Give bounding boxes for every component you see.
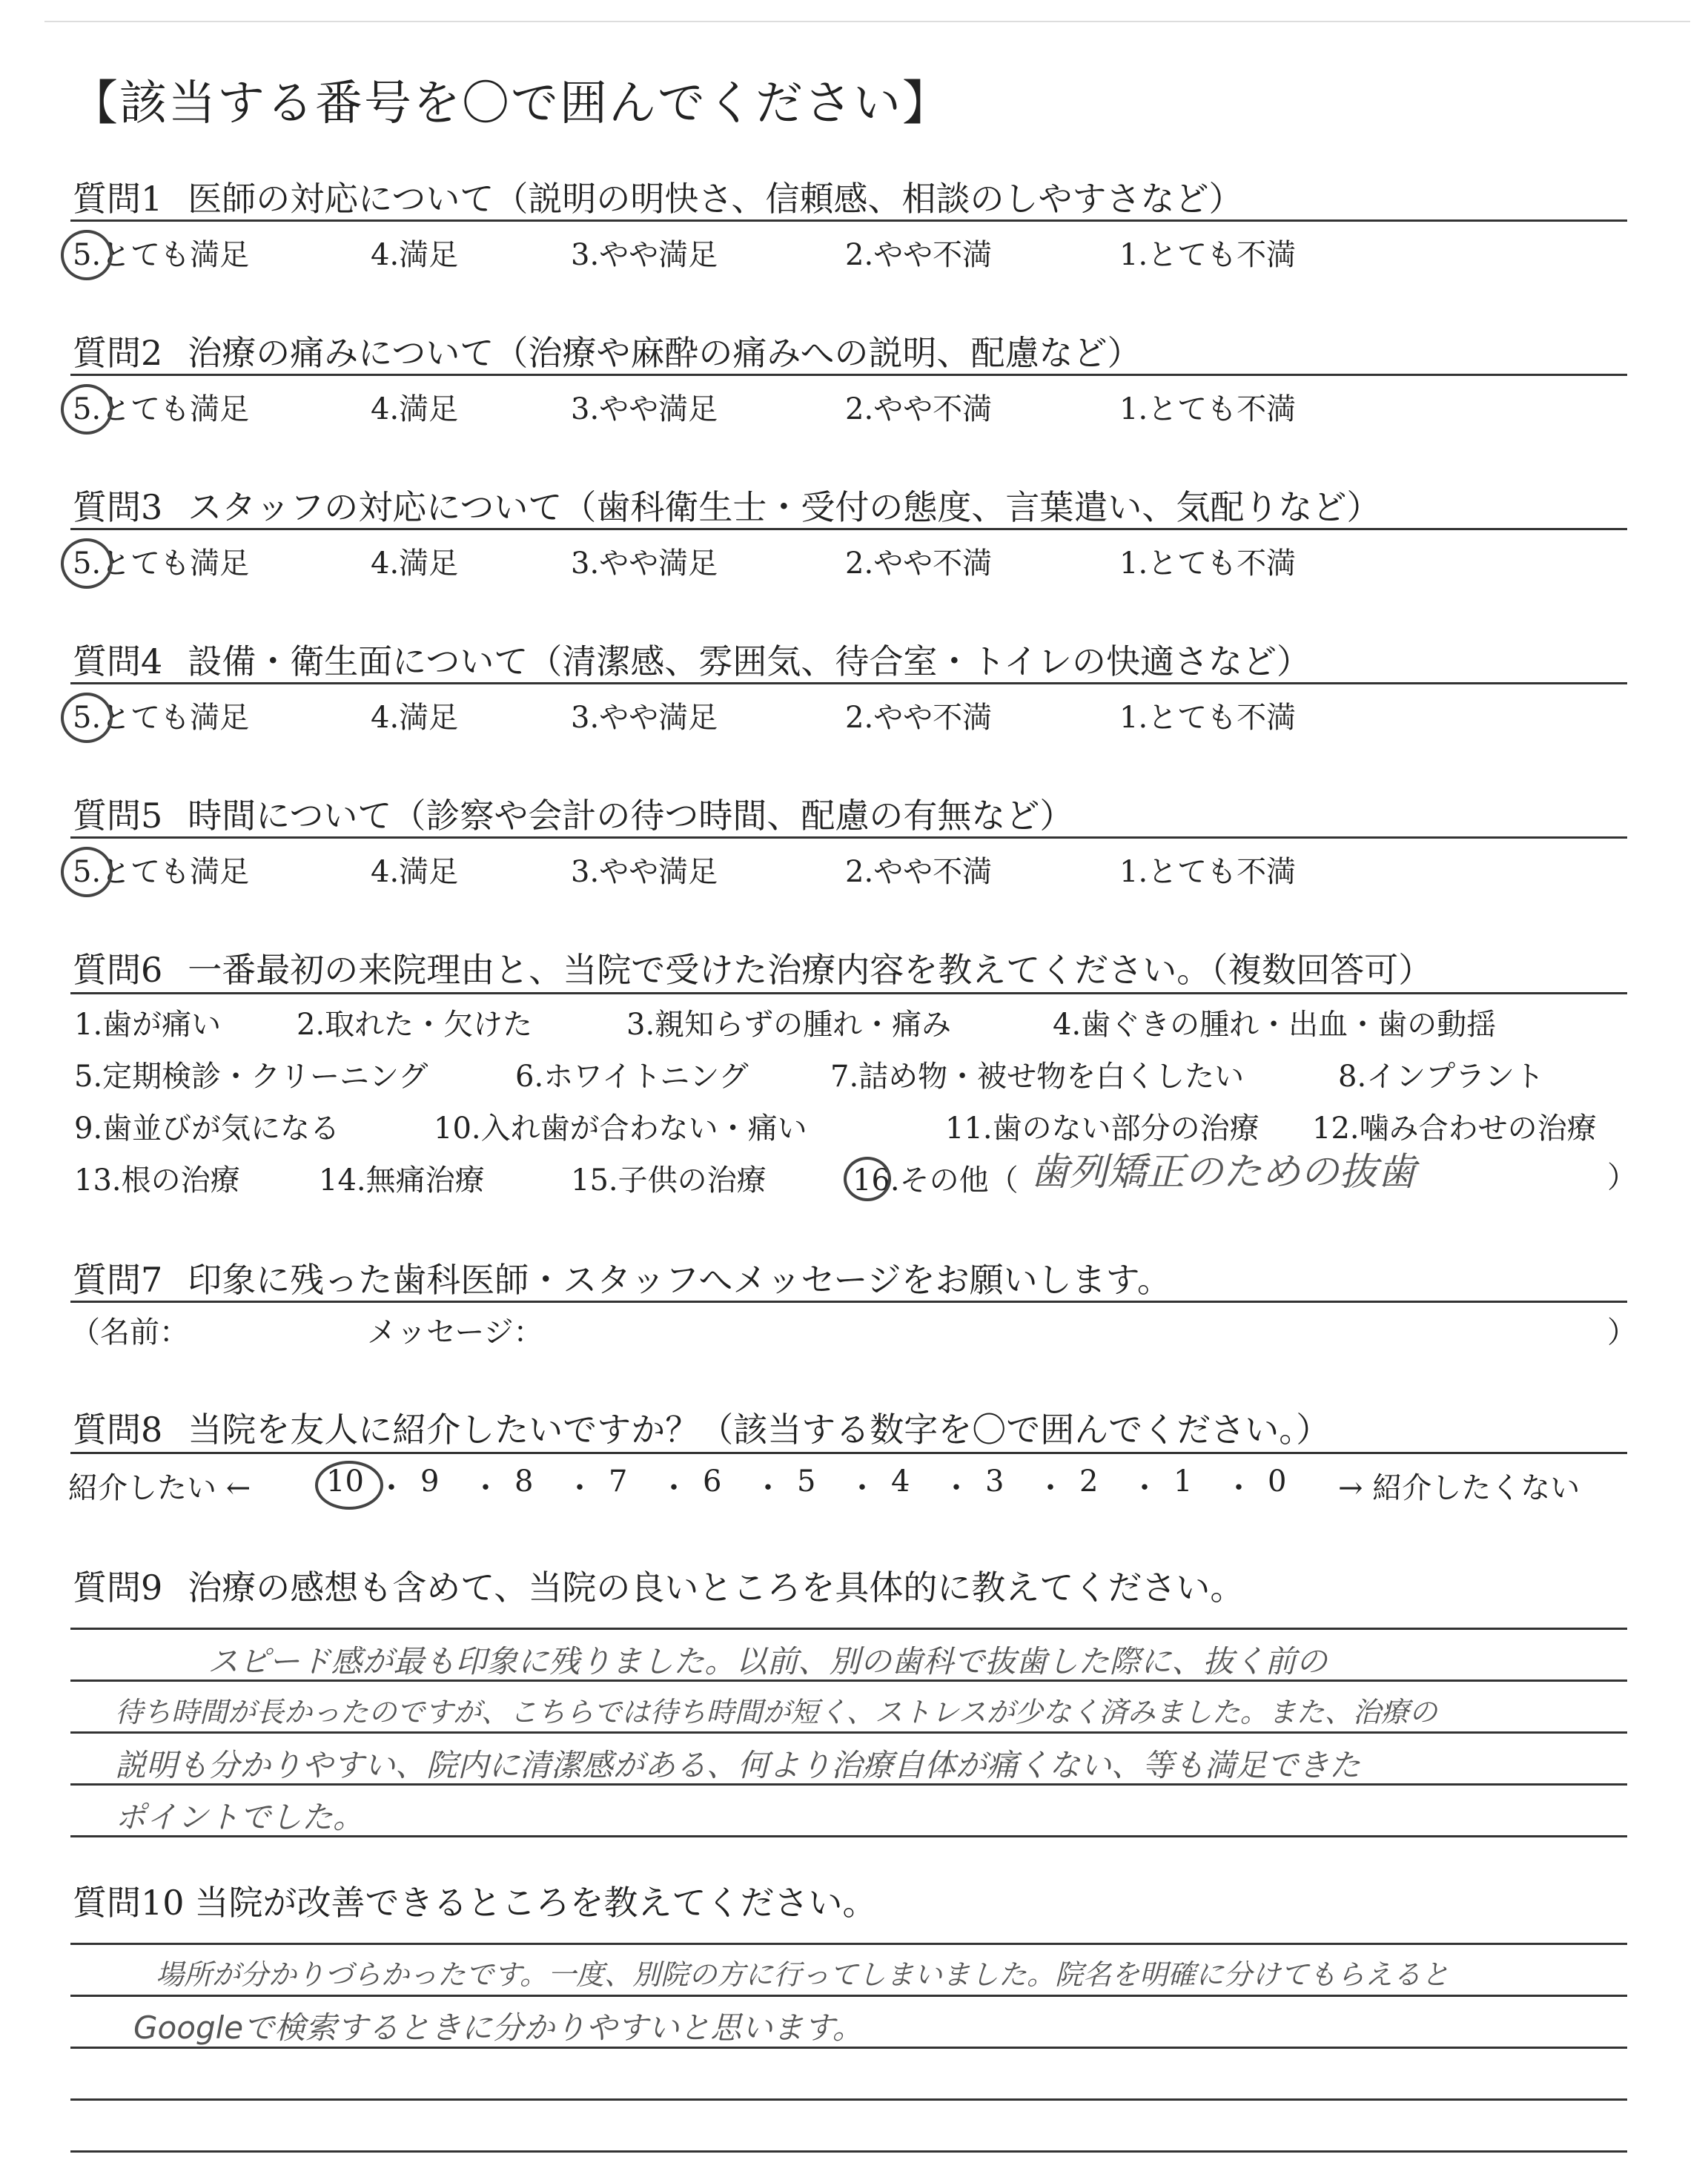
rating-option[interactable]: 4.満足	[371, 238, 459, 272]
rating-option[interactable]: 4.満足	[371, 546, 459, 581]
page-title: 【該当する番号を〇で囲んでください】	[70, 76, 951, 131]
question-1-text: 医師の対応について（説明の明快さ、信頼感、相談のしやすさなど）	[188, 179, 1243, 219]
rating-option[interactable]: 4.満足	[371, 855, 459, 889]
q8-scale-value[interactable]: 7	[609, 1464, 628, 1499]
question-6-text: 一番最初の来院理由と、当院で受けた治療内容を教えてください。（複数回答可）	[188, 950, 1433, 990]
rating-selected-circle	[61, 384, 113, 435]
q6-option[interactable]: 12.噛み合わせの治療	[1312, 1112, 1597, 1146]
rating-selected-circle	[61, 693, 113, 743]
question-5-number: 質問5	[73, 796, 163, 836]
question-9-text: 治療の感想も含めて、当院の良いところを具体的に教えてください。	[188, 1568, 1245, 1608]
q10-answer-line[interactable]: Googleで検索するときに分かりやすいと思います。	[133, 2009, 864, 2046]
rating-option[interactable]: 2.やや不満	[845, 238, 993, 272]
rating-selected-circle	[61, 230, 113, 280]
q6-option[interactable]: 9.歯並びが気になる	[74, 1112, 340, 1146]
question-4-text: 設備・衛生面について（清潔感、雰囲気、待合室・トイレの快適さなど）	[188, 641, 1311, 681]
rating-option[interactable]: 1.とても不満	[1119, 392, 1297, 426]
q8-scale-separator: ・	[753, 1471, 783, 1505]
rating-selected-circle	[61, 847, 113, 897]
question-7-rule	[70, 1301, 1627, 1303]
question-3-header	[73, 480, 1380, 529]
q8-scale-separator: ・	[847, 1471, 877, 1505]
answer-line	[70, 1731, 1627, 1734]
answer-line	[70, 1628, 1627, 1630]
question-9-number: 質問9	[73, 1568, 163, 1608]
question-2-text: 治療の痛みについて（治療や麻酔の痛みへの説明、配慮など）	[188, 333, 1142, 373]
q7-name-label: （名前：	[70, 1315, 189, 1350]
q8-scale-value[interactable]: 10	[326, 1464, 364, 1499]
q8-scale-value[interactable]: 9	[420, 1464, 440, 1499]
q8-scale-separator: ・	[471, 1471, 500, 1505]
rating-option[interactable]: 5.とても満足	[73, 238, 250, 272]
rating-option[interactable]: 5.とても満足	[73, 855, 250, 889]
q6-option[interactable]: 10.入れ歯が合わない・痛い	[434, 1112, 807, 1146]
q6-option[interactable]: 15.子供の治療	[571, 1163, 767, 1198]
q9-answer-line[interactable]: スピード感が最も印象に残りました。以前、別の歯科で抜歯した際に、抜く前の	[208, 1643, 1328, 1680]
question-3-number: 質問3	[73, 487, 163, 527]
q6-option[interactable]: 2.取れた・欠けた	[297, 1008, 533, 1042]
question-1-header	[73, 172, 1243, 221]
q7-message-label: メッセージ：	[367, 1315, 543, 1350]
question-9-header	[73, 1561, 1244, 1610]
question-2-header	[73, 326, 1141, 375]
question-7-header	[73, 1253, 1171, 1302]
question-5-header	[73, 789, 1073, 838]
question-3-rule	[70, 528, 1627, 530]
q9-answer-line[interactable]: 説明も分かりやすい、院内に清潔感がある、何より治療自体が痛くない、等も満足できた	[115, 1747, 1361, 1783]
rating-option[interactable]: 3.やや満足	[571, 855, 718, 889]
q8-scale-separator: ・	[1130, 1471, 1159, 1505]
q8-selected-circle	[315, 1461, 383, 1510]
question-5-rule	[70, 836, 1627, 839]
q6-option[interactable]: 6.ホワイトニング	[515, 1060, 749, 1094]
rating-option[interactable]: 2.やや不満	[845, 546, 993, 581]
q8-scale-value[interactable]: 4	[891, 1464, 910, 1499]
question-8-text: 当院を友人に紹介したいですか？（該当する数字を〇で囲んでください。）	[188, 1410, 1331, 1450]
q6-option[interactable]: 5.定期検診・クリーニング	[74, 1060, 428, 1094]
question-8-number: 質問8	[73, 1410, 163, 1450]
rating-option[interactable]: 3.やや満足	[571, 392, 718, 426]
q6-option[interactable]: 16.その他（	[853, 1163, 1019, 1198]
answer-line	[70, 2098, 1627, 2101]
rating-option[interactable]: 1.とても不満	[1119, 238, 1297, 272]
q8-scale-separator: ・	[941, 1471, 971, 1505]
rating-option[interactable]: 4.満足	[371, 392, 459, 426]
answer-line	[70, 2150, 1627, 2153]
q8-right-label: → 紹介したくない	[1338, 1471, 1580, 1505]
question-6-number: 質問6	[73, 950, 163, 990]
q8-scale-value[interactable]: 0	[1268, 1464, 1287, 1499]
q6-option[interactable]: 13.根の治療	[74, 1163, 240, 1198]
question-5-text: 時間について（診察や会計の待つ時間、配慮の有無など）	[188, 796, 1074, 836]
rating-selected-circle	[61, 538, 113, 589]
q9-answer-line[interactable]: 待ち時間が長かったのですが、こちらでは待ち時間が短く、ストレスが少なく済みました。また、治療の	[115, 1696, 1437, 1728]
q8-scale-separator: ・	[1036, 1471, 1065, 1505]
q8-scale-value[interactable]: 5	[797, 1464, 816, 1499]
rating-option[interactable]: 5.とても満足	[73, 392, 250, 426]
rating-option[interactable]: 2.やや不満	[845, 855, 993, 889]
question-6-header	[73, 943, 1432, 992]
q6-other-answer[interactable]: 歯列矯正のための抜歯	[1030, 1150, 1417, 1195]
question-10-text: 当院が改善できるところを教えてください。	[194, 1883, 877, 1923]
question-10-number: 質問10	[73, 1883, 185, 1923]
q6-other-close: ）	[1607, 1160, 1637, 1195]
answer-line	[70, 1943, 1627, 1945]
question-4-number: 質問4	[73, 641, 163, 681]
question-7-text: 印象に残った歯科医師・スタッフへメッセージをお願いします。	[188, 1260, 1171, 1300]
question-3-text: スタッフの対応について（歯科衛生士・受付の態度、言葉遣い、気配りなど）	[188, 487, 1381, 527]
rating-option[interactable]: 2.やや不満	[845, 701, 993, 735]
q6-option[interactable]: 14.無痛治療	[319, 1163, 485, 1198]
rating-option[interactable]: 2.やや不満	[845, 392, 993, 426]
q6-selected-circle	[844, 1157, 891, 1201]
q9-answer-line[interactable]: ポイントでした。	[115, 1799, 365, 1835]
q7-close: ）	[1607, 1315, 1637, 1350]
q6-option[interactable]: 4.歯ぐきの腫れ・出血・歯の動揺	[1053, 1008, 1497, 1042]
rating-option[interactable]: 4.満足	[371, 701, 459, 735]
rating-option[interactable]: 3.やや満足	[571, 546, 718, 581]
q6-option[interactable]: 7.詰め物・被せ物を白くしたい	[830, 1060, 1245, 1094]
q8-scale-value[interactable]: 1	[1174, 1464, 1193, 1499]
rating-option[interactable]: 1.とても不満	[1119, 546, 1297, 581]
q10-answer-line[interactable]: 場所が分かりづらかったです。一度、別院の方に行ってしまいました。院名を明確に分けてもらえると	[156, 1958, 1449, 1991]
q8-scale-value[interactable]: 3	[985, 1464, 1004, 1499]
q8-scale-separator: ・	[565, 1471, 595, 1505]
q8-scale-value[interactable]: 6	[703, 1464, 722, 1499]
q8-scale-separator: ・	[377, 1471, 406, 1505]
question-2-number: 質問2	[73, 333, 163, 373]
q8-scale-value[interactable]: 8	[514, 1464, 534, 1499]
question-6-rule	[70, 992, 1627, 994]
question-7-number: 質問7	[73, 1260, 163, 1300]
q6-option[interactable]: 3.親知らずの腫れ・痛み	[626, 1008, 952, 1042]
question-1-number: 質問1	[73, 179, 163, 219]
rating-option[interactable]: 1.とても不満	[1119, 855, 1297, 889]
rating-option[interactable]: 5.とても満足	[73, 546, 250, 581]
q8-scale-value[interactable]: 2	[1079, 1464, 1099, 1499]
q6-option[interactable]: 8.インプラント	[1338, 1060, 1545, 1094]
rating-option[interactable]: 1.とても不満	[1119, 701, 1297, 735]
rating-option[interactable]: 3.やや満足	[571, 701, 718, 735]
question-4-header	[73, 635, 1311, 684]
question-4-rule	[70, 682, 1627, 684]
q6-option[interactable]: 1.歯が痛い	[74, 1008, 222, 1042]
page-top-edge	[44, 21, 1690, 22]
rating-option[interactable]: 3.やや満足	[571, 238, 718, 272]
question-8-header	[73, 1403, 1330, 1452]
question-1-rule	[70, 219, 1627, 222]
question-2-rule	[70, 374, 1627, 376]
rating-option[interactable]: 5.とても満足	[73, 701, 250, 735]
q6-option[interactable]: 11.歯のない部分の治療	[945, 1112, 1260, 1146]
question-10-header	[73, 1876, 877, 1925]
answer-line	[70, 1995, 1627, 1997]
q8-scale-separator: ・	[1224, 1471, 1254, 1505]
q8-scale-separator: ・	[659, 1471, 689, 1505]
question-8-rule	[70, 1452, 1627, 1454]
q8-left-label: 紹介したい ←	[68, 1471, 251, 1505]
